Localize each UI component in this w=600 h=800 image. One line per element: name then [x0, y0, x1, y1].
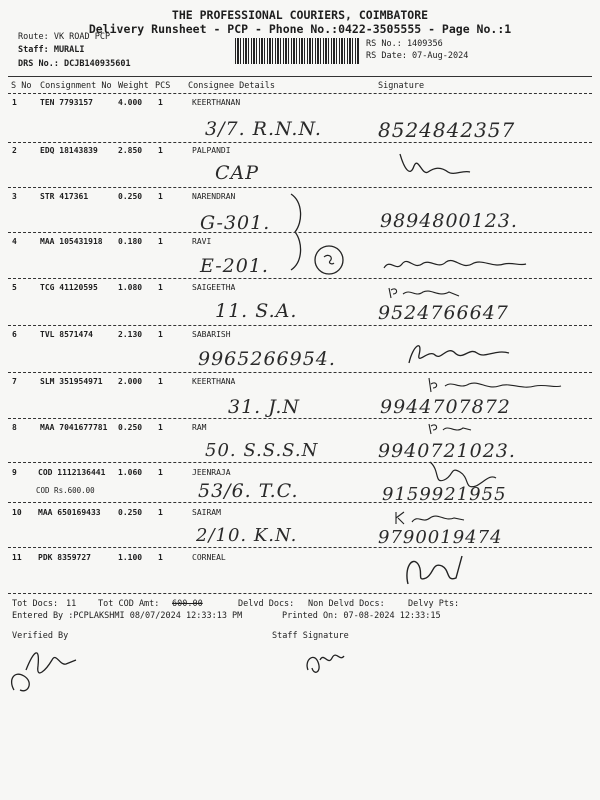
- col-sno: S No: [11, 81, 32, 91]
- row-divider: [8, 372, 592, 373]
- row-weight: 0.180: [118, 237, 143, 246]
- company-title: THE PROFESSIONAL COURIERS, COIMBATORE: [171, 8, 429, 22]
- rs-number: RS No.: 1409356: [366, 39, 443, 49]
- row-consignment: MAA 650169433: [38, 508, 101, 517]
- row-pcs: 1: [158, 377, 163, 386]
- barcode: [235, 38, 360, 64]
- row-consignee: SAIGEETHA: [192, 283, 236, 292]
- cod-amount: COD Rs.600.00: [36, 486, 95, 495]
- staff-signature: [300, 640, 350, 680]
- row-consignment: TEN 7793157: [40, 98, 93, 107]
- handwritten-phone: 9524766647: [378, 302, 509, 324]
- row-consignee: JEENRAJA: [192, 468, 231, 477]
- row-sno: 1: [12, 98, 17, 107]
- row-pcs: 1: [158, 146, 163, 155]
- row-consignee: SABARISH: [192, 330, 231, 339]
- row-consignee: RAVI: [192, 237, 212, 246]
- row-divider: [8, 462, 592, 463]
- row-pcs: 1: [158, 98, 163, 107]
- row-consignment: TCG 41120595: [40, 283, 98, 292]
- row-divider: [8, 142, 592, 143]
- row-consignment: SLM 351954971: [40, 377, 103, 386]
- signature-scribble: [425, 420, 475, 438]
- signature-scribble: [420, 458, 500, 498]
- row-consignment: TVL 8571474: [40, 330, 93, 339]
- handwritten-address: 53/6. T.C.: [198, 480, 299, 502]
- row-pcs: 1: [158, 192, 163, 201]
- row-divider: [8, 593, 592, 594]
- row-sno: 7: [12, 377, 17, 386]
- row-weight: 1.080: [118, 283, 143, 292]
- row-sno: 4: [12, 237, 17, 246]
- circled-mark: [312, 243, 346, 277]
- row-consignment: COD 1112136441: [38, 468, 106, 477]
- header-rule-bottom: [8, 93, 592, 94]
- row-sno: 2: [12, 146, 17, 155]
- signature-scribble: [392, 508, 472, 528]
- drs-number: DRS No.: DCJB140935601: [18, 59, 131, 69]
- row-consignee: KEERTHANA: [192, 377, 236, 386]
- row-weight: 1.100: [118, 553, 143, 562]
- row-consignee: NARENDRAN: [192, 192, 236, 201]
- row-pcs: 1: [158, 330, 163, 339]
- col-consignee: Consignee Details: [188, 81, 275, 91]
- row-pcs: 1: [158, 508, 163, 517]
- total-docs-value: 11: [66, 599, 77, 609]
- row-divider: [8, 547, 592, 548]
- handwritten-phone: 9940721023.: [378, 440, 516, 462]
- verifier-signature: [4, 640, 84, 700]
- signature-scribble: [405, 335, 515, 371]
- row-weight: 2.850: [118, 146, 143, 155]
- total-docs-label: Tot Docs:: [12, 599, 59, 609]
- col-signature: Signature: [378, 81, 425, 91]
- row-consignee: CORNEAL: [192, 553, 226, 562]
- staff-label: Staff: MURALI: [18, 45, 85, 55]
- row-sno: 5: [12, 283, 17, 292]
- row-consignment: EDQ 18143839: [40, 146, 98, 155]
- col-weight: Weight: [118, 81, 149, 91]
- total-cod-label: Tot COD Amt:: [98, 599, 160, 609]
- row-pcs: 1: [158, 237, 163, 246]
- row-sno: 10: [12, 508, 22, 517]
- row-divider: [8, 278, 592, 279]
- handwritten-phone: 9944707872: [380, 396, 511, 418]
- handwritten-phone: 9159921955: [382, 484, 507, 505]
- handwritten-phone: 8524842357: [378, 118, 516, 142]
- delivery-points-label: Delvy Pts:: [408, 599, 460, 609]
- handwritten-phone: 9894800123.: [380, 210, 518, 232]
- col-consignment: Consignment No: [40, 81, 112, 91]
- row-sno: 6: [12, 330, 17, 339]
- handwritten-address: E-201.: [200, 255, 269, 277]
- row-consignee: KEERTHANAN: [192, 98, 241, 107]
- staff-signature-label: Staff Signature: [272, 631, 349, 641]
- row-divider: [8, 325, 592, 326]
- row-consignee: RAM: [192, 423, 207, 432]
- row-weight: 0.250: [118, 423, 143, 432]
- row-pcs: 1: [158, 468, 163, 477]
- total-cod-value: 600.00: [172, 599, 203, 609]
- row-consignee: SAIRAM: [192, 508, 221, 517]
- handwritten-address: 3/7. R.N.N.: [205, 118, 322, 140]
- row-weight: 0.250: [118, 508, 143, 517]
- delivered-docs-label: Delvd Docs:: [238, 599, 295, 609]
- row-consignment: STR 417361: [40, 192, 89, 201]
- route-label: Route: VK ROAD PCP: [18, 32, 111, 42]
- handwritten-phone: 9965266954.: [198, 348, 336, 370]
- row-pcs: 1: [158, 283, 163, 292]
- handwritten-address: G-301.: [200, 212, 271, 234]
- handwritten-address: 50. S.S.S.N: [205, 440, 319, 461]
- row-pcs: 1: [158, 553, 163, 562]
- row-weight: 1.060: [118, 468, 143, 477]
- row-sno: 3: [12, 192, 17, 201]
- row-weight: 2.000: [118, 377, 143, 386]
- signature-scribble: [380, 250, 530, 276]
- handwritten-phone: 9790019474: [378, 527, 503, 548]
- row-sno: 9: [12, 468, 17, 477]
- row-divider: [8, 502, 592, 503]
- signature-scribble: [385, 284, 465, 302]
- verified-by-label: Verified By: [12, 631, 69, 641]
- handwritten-address: 11. S.A.: [215, 300, 298, 322]
- row-weight: 4.000: [118, 98, 143, 107]
- handwritten-address: 2/10. K.N.: [196, 525, 298, 546]
- row-weight: 0.250: [118, 192, 143, 201]
- signature-scribble: [392, 148, 482, 184]
- entered-by: Entered By :PCPLAKSHMI 08/07/2024 12:33:13 PM: [12, 611, 243, 621]
- handwritten-address: 31. J.N: [228, 396, 301, 418]
- col-pcs: PCS: [155, 81, 171, 91]
- printed-on: Printed On: 07-08-2024 12:33:15: [282, 611, 441, 621]
- rs-date: RS Date: 07-Aug-2024: [366, 51, 469, 61]
- row-consignment: MAA 105431918: [40, 237, 103, 246]
- row-divider: [8, 418, 592, 419]
- row-divider: [8, 232, 592, 233]
- signature-scribble: [398, 548, 468, 592]
- row-consignment: PDK 8359727: [38, 553, 91, 562]
- row-pcs: 1: [158, 423, 163, 432]
- header-rule-top: [8, 76, 592, 77]
- row-consignee: PALPANDI: [192, 146, 231, 155]
- non-delivered-docs-label: Non Delvd Docs:: [308, 599, 385, 609]
- row-consignment: MAA 7041677781: [40, 423, 108, 432]
- row-weight: 2.130: [118, 330, 143, 339]
- runsheet-subtitle: Delivery Runsheet - PCP - Phone No.:0422-3505555 - Page No.:1: [88, 22, 512, 36]
- row-sno: 11: [12, 553, 22, 562]
- signature-scribble: [425, 376, 565, 396]
- handwritten-address: CAP: [215, 162, 260, 184]
- row-sno: 8: [12, 423, 17, 432]
- row-divider: [8, 187, 592, 188]
